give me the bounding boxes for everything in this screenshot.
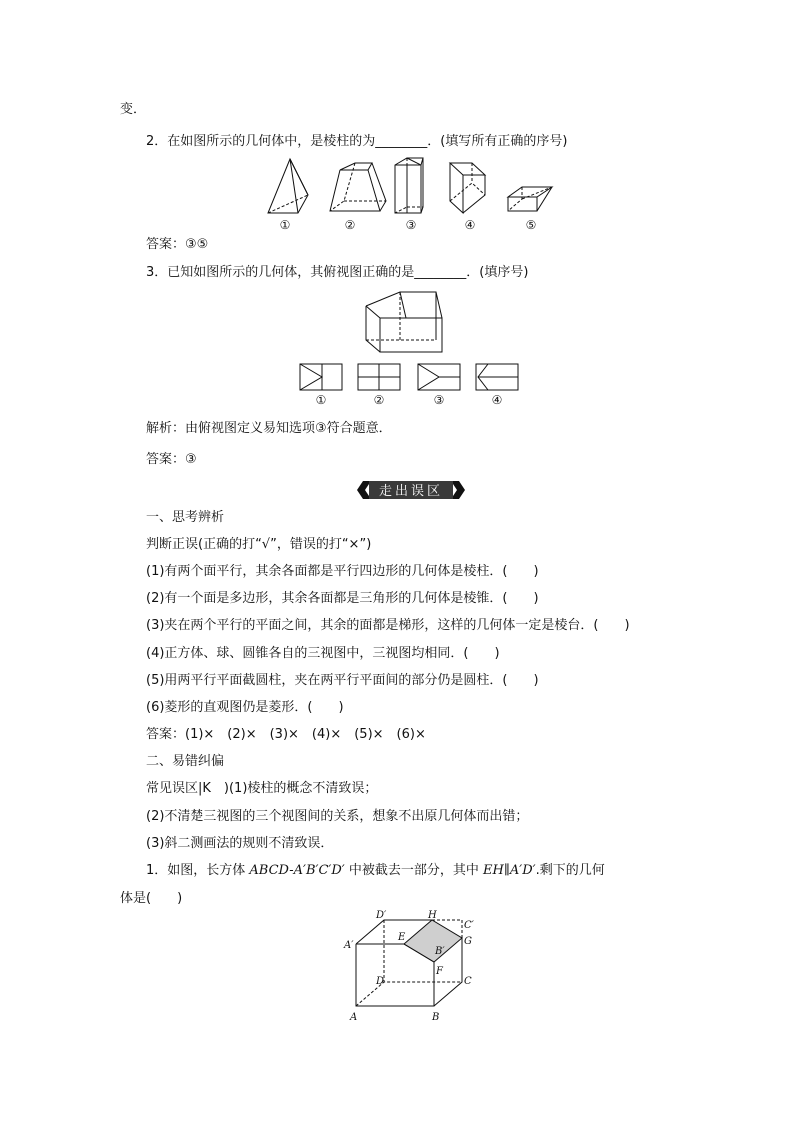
question-1-line-2: 体是( ) [120,891,183,906]
section1-answer: 答案：(1)× (2)× (3)× (4)× (5)× (6)× [146,727,426,742]
q1-text-a: 1．如图，长方体 [146,863,246,878]
view-label-1: ① [315,393,327,406]
vertex-label-B: B [432,1012,440,1023]
vertex-label-C1: C′ [464,920,474,931]
solid-4-slanted [450,163,485,213]
vertex-label-E: E [398,932,406,943]
option-1-view [300,364,342,390]
q3-topview-options [298,362,524,406]
q1-parallel-relation: EH∥A′D′ [483,863,536,878]
vertex-label-H: H [428,910,437,921]
q2-solids-figure [260,155,560,233]
solid-label-3: ③ [405,218,417,232]
judgment-item-1: (1)有两个面平行，其余各面都是平行四边形的几何体是棱柱．( ) [146,564,539,579]
question-3-text: 3．已知如图所示的几何体，其俯视图正确的是________．(填序号) [146,265,529,280]
q1-text-c: 中被截去一部分，其中 [348,863,479,878]
solid-1-pyramid [268,159,308,213]
q1-text-e: .剩下的几何 [535,863,605,878]
q3-solid-figure [360,288,450,356]
continued-text-fragment: 变． [120,102,147,117]
section1-intro: 判断正误(正确的打“√”，错误的打“×”) [146,537,372,552]
solid-label-4: ④ [464,218,476,232]
vertex-label-A: A [350,1012,358,1023]
solid-label-2: ② [344,218,356,232]
judgment-item-2: (2)有一个面是多边形，其余各面都是三角形的几何体是棱锥．( ) [146,591,539,606]
vertex-label-A1: A′ [344,940,354,951]
judgment-item-4: (4)正方体、球、圆锥各自的三视图中，三视图均相同．( ) [146,646,500,661]
q3-analysis: 解析：由俯视图定义易知选项③符合题意． [146,421,392,436]
vertex-label-B1: B′ [435,946,445,957]
question-2-text: 2．在如图所示的几何体中，是棱柱的为________．(填写所有正确的序号) [146,134,568,149]
view-label-3: ③ [433,393,445,406]
q2-answer: 答案：③⑤ [146,237,209,252]
judgment-item-5: (5)用两平行平面截圆柱，夹在两平行平面间的部分仍是圆柱．( ) [146,673,539,688]
option-3-view [418,364,460,390]
vertex-label-D1: D′ [376,910,387,921]
solid-2-frustum [330,163,386,211]
q1-cuboid-name: ABCD-A′B′C′D′ [249,863,345,878]
section-banner [355,479,467,501]
vertex-label-D: D [376,976,385,987]
vertex-label-G: G [464,936,472,947]
vertex-label-F: F [436,966,443,977]
section2-heading: 二、易错纠偏 [146,754,225,769]
q3-answer: 答案：③ [146,452,197,467]
judgment-item-3: (3)夹在两个平行的平面之间，其余的面都是梯形，这样的几何体一定是棱台．( ) [146,618,630,633]
option-2-view [358,364,400,390]
solid-label-5: ⑤ [525,218,537,232]
solid-label-1: ① [279,218,291,232]
option-4-view [476,364,518,390]
view-label-2: ② [373,393,385,406]
banner-title: 走出误区 [378,484,444,499]
cuboid-figure [340,908,480,1024]
section1-heading: 一、思考辨析 [146,510,225,525]
vertex-label-C: C [464,976,472,987]
solid-3-prism [395,158,423,213]
view-label-4: ④ [491,393,503,406]
solid-5-wedge [508,187,552,211]
mistake-line-3: (3)斜二测画法的规则不清致误． [146,836,334,851]
judgment-item-6: (6)菱形的直观图仍是菱形．( ) [146,700,344,715]
question-1-line-1 [146,862,605,880]
mistake-line-2: (2)不清楚三视图的三个视图间的关系，想象不出原几何体而出错； [146,809,529,824]
mistake-line-1: 常见误区|K )(1)棱柱的概念不清致误； [146,781,378,796]
